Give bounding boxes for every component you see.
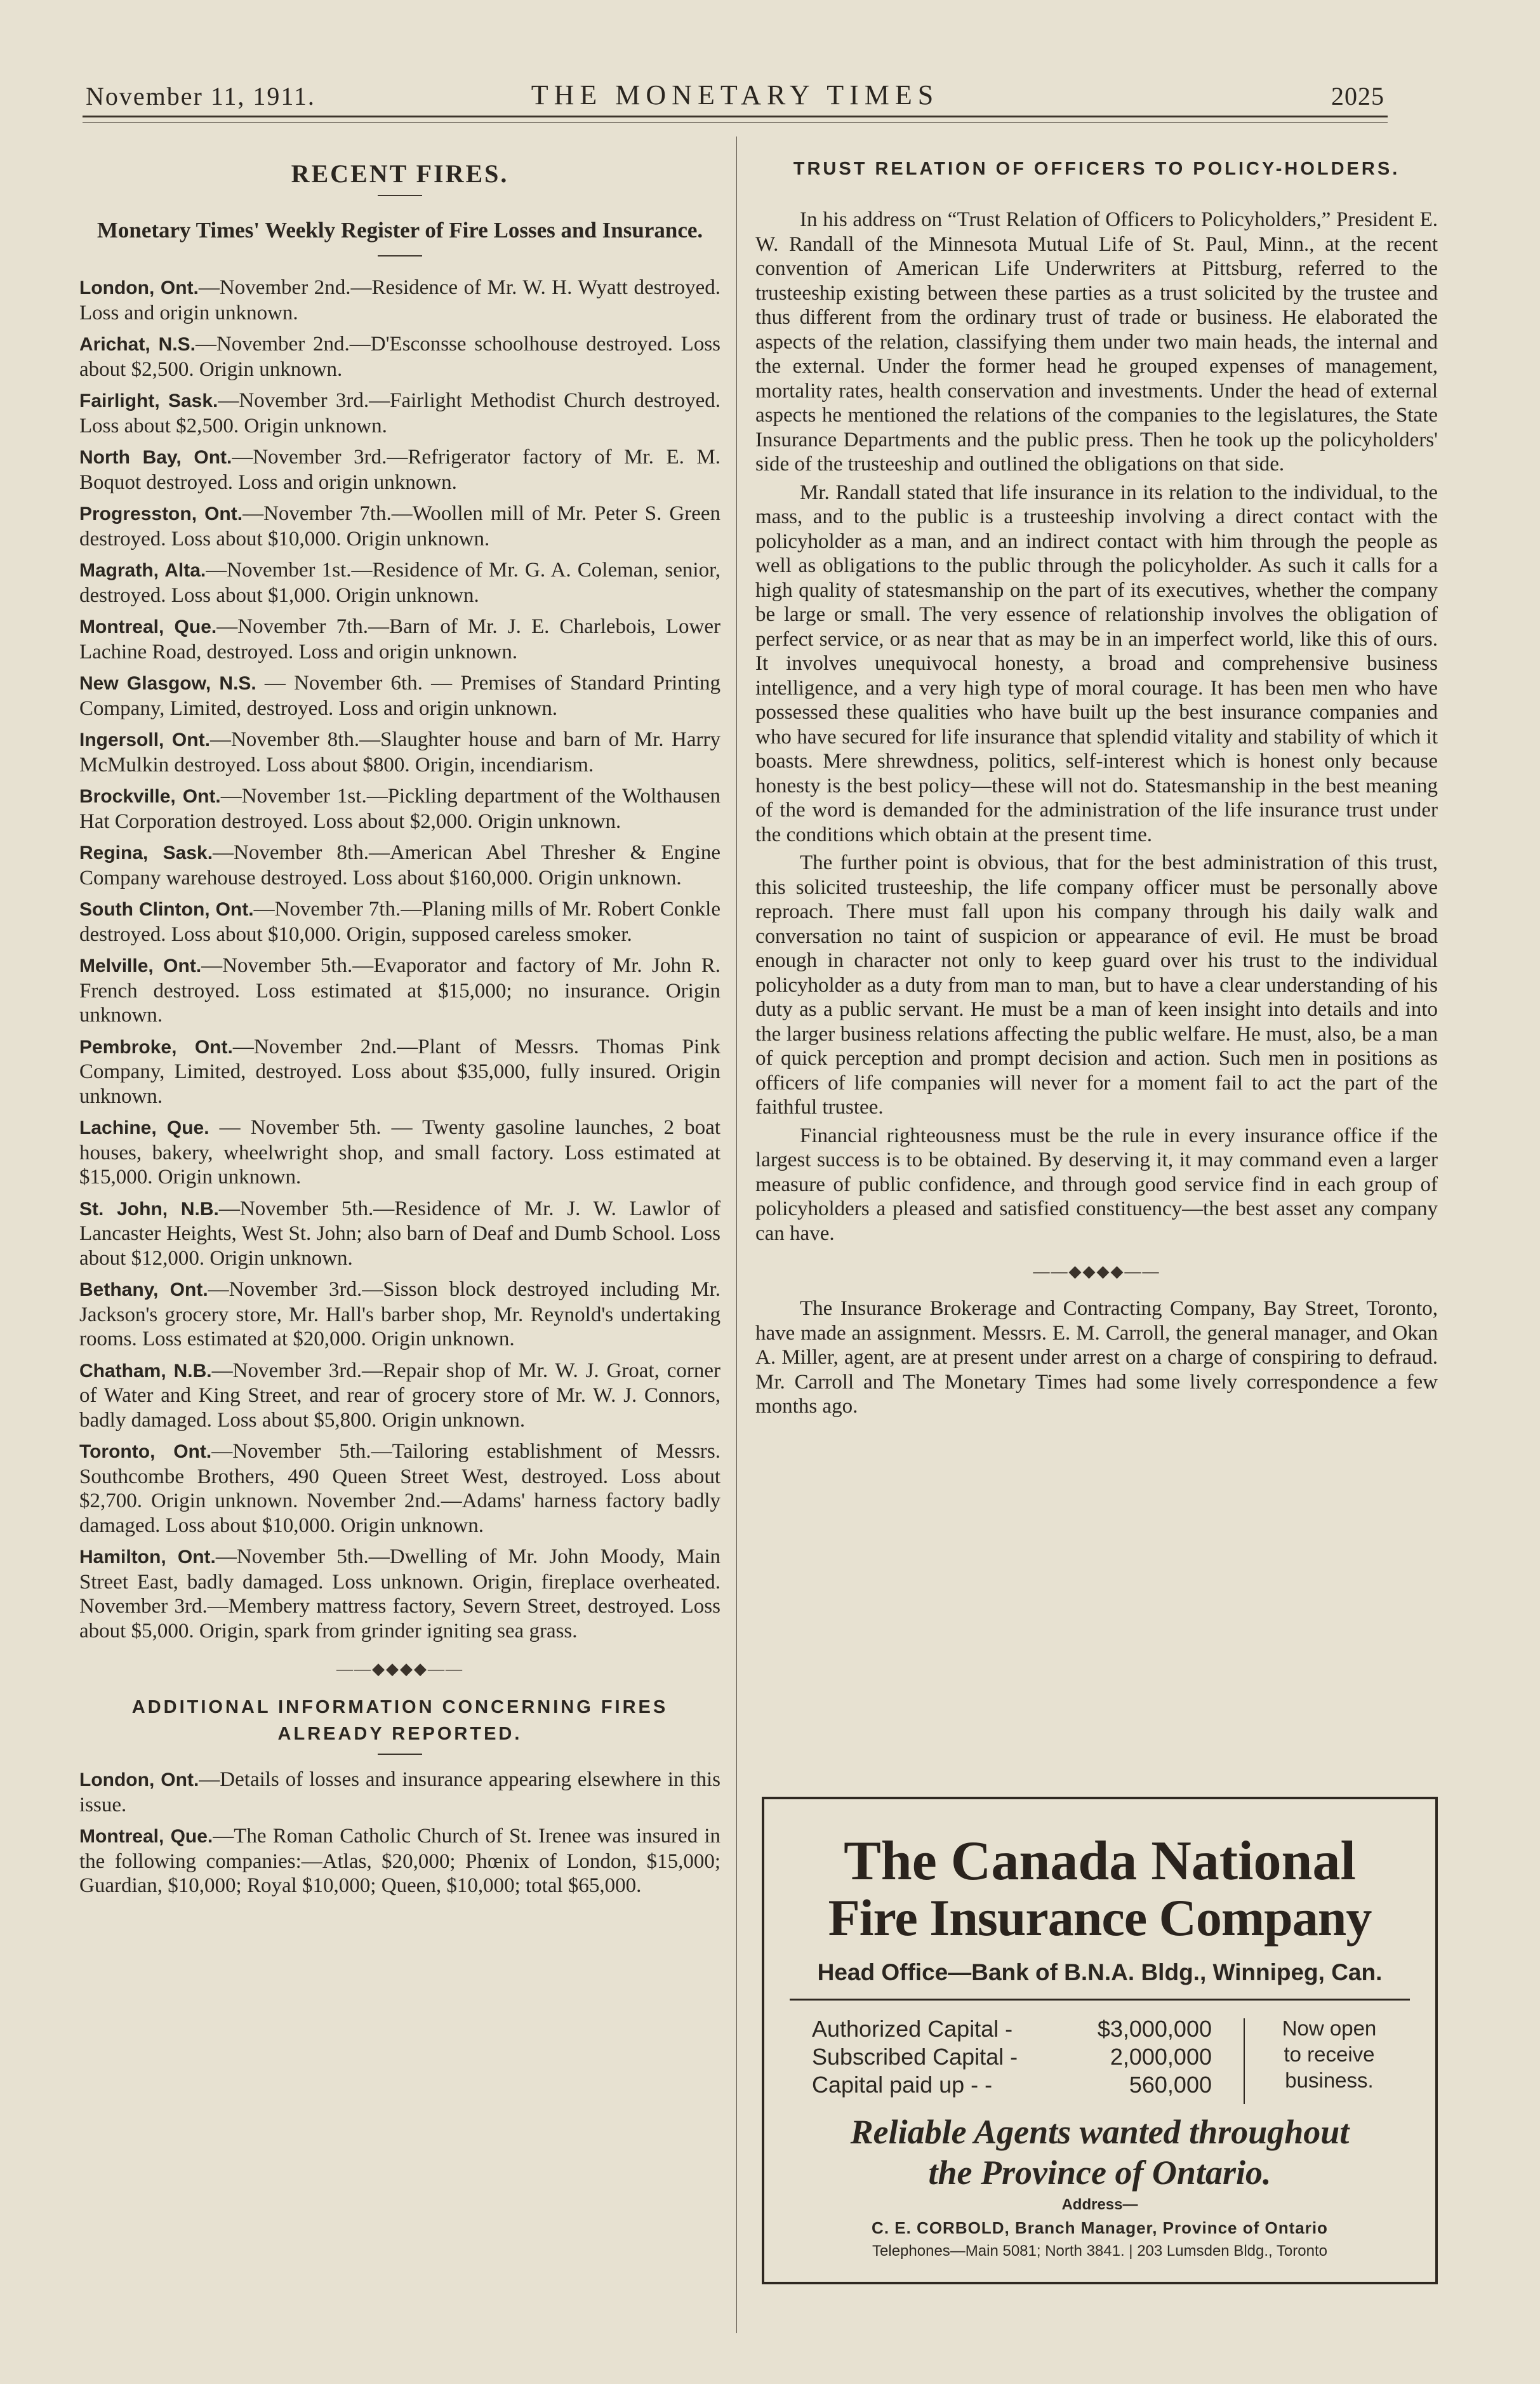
fire-entry: [79, 1115, 720, 1190]
fire-location: Ingersoll, Ont.: [79, 729, 210, 750]
fire-location: Chatham, N.B.: [79, 1360, 212, 1382]
fire-details: —November 2nd.—D'Esconsse schoolhouse destroyed. Loss about $2,500. Origin unknown.: [79, 333, 720, 381]
fire-location: Fairlight, Sask.: [79, 390, 218, 411]
fire-details: —November 7th.—Planing mills of Mr. Robert Conkle destroyed. Loss about $10,000. Origin, supposed careless smoker.: [79, 898, 720, 946]
fire-location: New Glasgow, N.S.: [79, 673, 256, 694]
fire-location: St. John, N.B.: [79, 1198, 219, 1220]
fire-entry: [79, 389, 720, 438]
fire-details: —November 7th.—Woollen mill of Mr. Peter S. Green destroyed. Loss about $10,000. Origin unknown.: [79, 502, 720, 550]
fire-location: Hamilton, Ont.: [79, 1547, 216, 1568]
capital-label: Subscribed Capital -: [812, 2044, 1018, 2070]
ad-rule: [790, 1999, 1410, 2001]
fire-details: —Details of losses and insurance appearing elsewhere in this issue.: [79, 1768, 720, 1816]
capital-label: Capital paid up - -: [812, 2072, 993, 2098]
agents-line: Reliable Agents wanted throughout: [850, 2113, 1350, 2151]
fire-details: —November 1st.—Pickling department of the Wolthausen Hat Corporation destroyed. Loss about $2,000. Origin unknown.: [79, 785, 720, 833]
fire-location: South Clinton, Ont.: [79, 899, 254, 920]
fire-location: Pembroke, Ont.: [79, 1036, 233, 1058]
fire-entry: [79, 615, 720, 664]
fire-register-list: [79, 276, 720, 1643]
fire-entry: [79, 897, 720, 947]
additional-info-list: [79, 1768, 720, 1898]
page-number: 2025: [1331, 82, 1384, 110]
fire-entry: [79, 1824, 720, 1898]
fire-details: —The Roman Catholic Church of St. Irenee was insured in the following companies:—Atlas, $20,000; Phœnix of London, $15,000; Guardian, $10,000; Royal $10,000; Queen, $10,000; total $65,000.: [79, 1825, 721, 1897]
now-open-line: Now open: [1282, 2016, 1377, 2040]
capital-amount: 560,000: [1129, 2072, 1212, 2098]
capital-amount: $3,000,000: [1097, 2016, 1212, 2042]
fire-entry: [79, 728, 720, 777]
left-column: [79, 137, 720, 1905]
fire-entry: [79, 671, 720, 721]
fire-entry: [79, 1035, 720, 1109]
fire-entry: [79, 841, 720, 890]
fire-location: Bethany, Ont.: [79, 1279, 208, 1300]
trust-relation-heading: TRUST RELATION OF OFFICERS TO POLICY-HOLDERS.: [793, 159, 1400, 179]
ad-capital-table: [812, 2015, 1212, 2099]
capital-row: [812, 2071, 1212, 2099]
ad-title-line2: Fire Insurance Company: [828, 1889, 1372, 1947]
header-rule-thin: [83, 122, 1388, 123]
now-open-line: business.: [1285, 2068, 1374, 2092]
fire-location: Toronto, Ont.: [79, 1441, 212, 1462]
fire-entry: [79, 1277, 720, 1352]
fire-details: —November 5th.—Dwelling of Mr. John Moody, Main Street East, badly damaged. Loss unknown. Origin, fireplace overheated. November 3rd.—Membery mattress factory, Severn Street, destroyed. Loss about $5,000. Origin, spark from grinder igniting sea grass.: [79, 1545, 720, 1642]
section-ornament: ——◆◆◆◆——: [336, 1660, 463, 1678]
fire-register-subheading: Monetary Times' Weekly Register of Fire Losses and Insurance.: [96, 218, 703, 243]
ad-agents-wanted: [764, 2112, 1435, 2193]
fire-entry: [79, 1768, 720, 1817]
fire-entry: [79, 1197, 720, 1271]
fire-entry: [79, 784, 720, 834]
fire-details: —November 3rd.—Sisson block destroyed including Mr. Jackson's grocery store, Mr. Hall's barber shop, Mr. Reynold's undertaking rooms. Loss estimated at $20,000. Origin unknown.: [79, 1278, 720, 1350]
fire-details: — November 6th. — Premises of Standard Printing Company, Limited, destroyed. Loss and origin unknown.: [79, 672, 720, 720]
running-head: [86, 75, 1384, 117]
fire-location: Montreal, Que.: [79, 616, 217, 637]
issue-date: November 11, 1911.: [86, 82, 315, 110]
fire-details: —November 3rd.—Repair shop of Mr. W. J. Groat, corner of Water and King Street, and rear of grocery store of Mr. W. J. Connors, badly damaged. Loss about $5,800. Origin unknown.: [79, 1359, 720, 1432]
fire-details: —November 2nd.—Residence of Mr. W. H. Wyatt destroyed. Loss and origin unknown.: [79, 276, 721, 324]
capital-amount: 2,000,000: [1110, 2044, 1212, 2070]
fire-entry: [79, 1359, 720, 1433]
ad-address-label: Address—: [1061, 2196, 1138, 2213]
article-paragraph: In his address on “Trust Relation of Officers to Policyholders,” President E. W. Randall of the Minnesota Mutual Life of St. Paul, Minn., at the recent convention of American Life Underwriters at Pittsburg, referred to the trusteeship existing between these parties as a trust solicited by the trustee and thus different from the ordinary trust of trade or business. He elaborated the aspects of the relation, classifying them under two main heads, the internal and the external. Under the former head he grouped expenses of management, mortality rates, health conservation and investments. Under the head of external aspects he mentioned the relations of the companies to the legislatures, the State Insurance Departments and the public press. Then he took up the policyholders' side of the trusteeship and outlined the obligations on that side.: [755, 208, 1438, 476]
fire-entry: [79, 502, 720, 551]
article-paragraph: The further point is obvious, that for the best administration of this trust, this solicited trusteeship, the life company officer must be personally above reproach. There must fall upon his company through his daily walk and conversation no taint of suspicion or appearance of evil. He must be broad enough in character not only to keep guard over his trust to the individual policyholder as a duty from man to man, but to have a clear understanding of his duty as a public servant. He must be a man of keen insight into details and into the larger business relations affecting the public welfare. He must, also, be a man of quick perception and prompt decision and action. Such men in positions as officers of life companies will never for a moment fail to act the part of the faithful trustee.: [755, 851, 1438, 1119]
fire-details: —November 1st.—Residence of Mr. G. A. Coleman, senior, destroyed. Loss about $1,000. Origin unknown.: [79, 559, 720, 607]
fire-details: —November 5th.—Evaporator and factory of Mr. John R. French destroyed. Loss estimated at $15,000; no insurance. Origin unknown.: [79, 954, 720, 1027]
fire-entry: [79, 1439, 720, 1538]
fire-location: Progresston, Ont.: [79, 503, 243, 524]
fire-details: —November 3rd.—Fairlight Methodist Church destroyed. Loss about $2,500. Origin unknown.: [79, 389, 720, 437]
fire-location: Regina, Sask.: [79, 842, 213, 863]
fire-location: Montreal, Que.: [79, 1826, 213, 1847]
now-open-line: to receive: [1284, 2042, 1375, 2066]
fire-entry: [79, 1545, 720, 1643]
header-rule: [83, 116, 1388, 117]
fire-location: Melville, Ont.: [79, 956, 202, 976]
capital-label: Authorized Capital -: [812, 2016, 1013, 2042]
fire-location: Arichat, N.S.: [79, 334, 196, 355]
fire-details: —November 3rd.—Refrigerator factory of Mr. E. M. Boquot destroyed. Loss and origin unknown.: [79, 446, 720, 494]
ad-telephones: Telephones—Main 5081; North 3841. | 203 Lumsden Bldg., Toronto: [872, 2242, 1327, 2260]
fire-entry: [79, 332, 720, 382]
fire-details: —November 2nd.—Plant of Messrs. Thomas Pink Company, Limited, destroyed. Loss about $35,000, fully insured. Origin unknown.: [79, 1035, 721, 1108]
publication-title: THE MONETARY TIMES: [531, 79, 939, 110]
additional-heading-rule: [378, 1754, 422, 1755]
article-ornament: ——◆◆◆◆——: [1033, 1262, 1160, 1281]
capital-row: [812, 2043, 1212, 2071]
fire-entry: [79, 445, 720, 495]
fire-details: —November 8th.—Slaughter house and barn of Mr. Harry McMulkin destroyed. Loss about $800. Origin, incendiarism.: [79, 728, 720, 776]
column-divider: [736, 137, 737, 2333]
fire-details: —November 7th.—Barn of Mr. J. E. Charlebois, Lower Lachine Road, destroyed. Loss and origin unknown.: [79, 615, 721, 663]
ad-divider: [1244, 2018, 1245, 2104]
additional-info-heading: ADDITIONAL INFORMATION CONCERNING FIRES ALREADY REPORTED.: [131, 1697, 668, 1744]
fire-details: —November 5th.—Residence of Mr. J. W. Lawlor of Lancaster Heights, West St. John; also barn of Deaf and Dumb School. Loss about $12,000. Origin unknown.: [79, 1197, 720, 1270]
fire-location: London, Ont.: [79, 277, 199, 298]
article-paragraph: Financial righteousness must be the rule in every insurance office if the largest success is to be obtained. By deserving it, it may command even a larger measure of public confidence, and through good service find in each group of policyholders a pleased and satisfied constituency—the best asset any company can have.: [755, 1124, 1438, 1245]
fire-location: North Bay, Ont.: [79, 447, 232, 468]
agents-line: the Province of Ontario.: [928, 2154, 1271, 2192]
fire-location: London, Ont.: [79, 1769, 199, 1790]
fire-details: —November 5th.—Tailoring establishment of Messrs. Southcombe Brothers, 490 Queen Street West, destroyed. Loss about $2,700. Origin unknown. November 2nd.—Adams' harness factory badly damaged. Loss about $10,000. Origin unknown.: [79, 1440, 720, 1537]
heading-rule: [378, 195, 422, 196]
assignment-notice: The Insurance Brokerage and Contracting Company, Bay Street, Toronto, have made an assignment. Messrs. E. M. Carroll, the general manager, and Okan A. Miller, agent, are at present under arrest on a charge of conspiring to defraud. Mr. Carroll and The Monetary Times had some lively correspondence a few months ago.: [755, 1297, 1438, 1418]
fire-entry: [79, 276, 720, 325]
fire-details: —November 8th.—American Abel Thresher & Engine Company warehouse destroyed. Loss about $160,000. Origin unknown.: [79, 841, 720, 889]
fire-details: — November 5th. — Twenty gasoline launches, 2 boat houses, bakery, wheelwright shop, and small factory. Loss estimated at $15,000. Origin unknown.: [79, 1116, 720, 1189]
subheading-rule: [378, 255, 422, 256]
capital-row: [812, 2015, 1212, 2043]
canada-national-fire-insurance-ad: [762, 1797, 1438, 2284]
recent-fires-heading: RECENT FIRES.: [291, 159, 509, 188]
fire-entry: [79, 558, 720, 608]
fire-entry: [79, 954, 720, 1028]
fire-location: Magrath, Alta.: [79, 560, 206, 581]
ad-now-open: [1259, 2015, 1399, 2093]
fire-location: Brockville, Ont.: [79, 786, 221, 807]
article-paragraph: Mr. Randall stated that life insurance in its relation to the individual, to the mass, and to the public is a trusteeship involving a direct contact with the policyholder as a man, and an indirect contact with him through the people as well as obligations to the public through the policyholder. As such it calls for a high quality of statesmanship on the part of its executives, whether the company be large or small. The very essence of relationship involves the obligation of perfect service, or as near that as may be in an imperfect world, like this of ours. It involves unequivocal honesty, a broad and comprehensive business intelligence, and a very high type of moral courage. It has been men who have possessed these qualities who have built up the best insurance companies and who have secured for life insurance that splendid vitality and stability of which it boasts. Mere shrewdness, politics, self-interest which is honest only because honesty is the best policy—these will not do. Statesmanship in the best meaning of the word is demanded for the administration of the life insurance trust under the conditions which obtain at the present time.: [755, 481, 1438, 846]
right-column: [755, 137, 1438, 1423]
ad-title-line1: The Canada National: [844, 1830, 1356, 1892]
ad-address: C. E. CORBOLD, Branch Manager, Province of Ontario: [872, 2218, 1328, 2237]
ad-head-office: Head Office—Bank of B.N.A. Bldg., Winnipeg, Can.: [817, 1959, 1383, 1985]
fire-location: Lachine, Que.: [79, 1117, 209, 1138]
